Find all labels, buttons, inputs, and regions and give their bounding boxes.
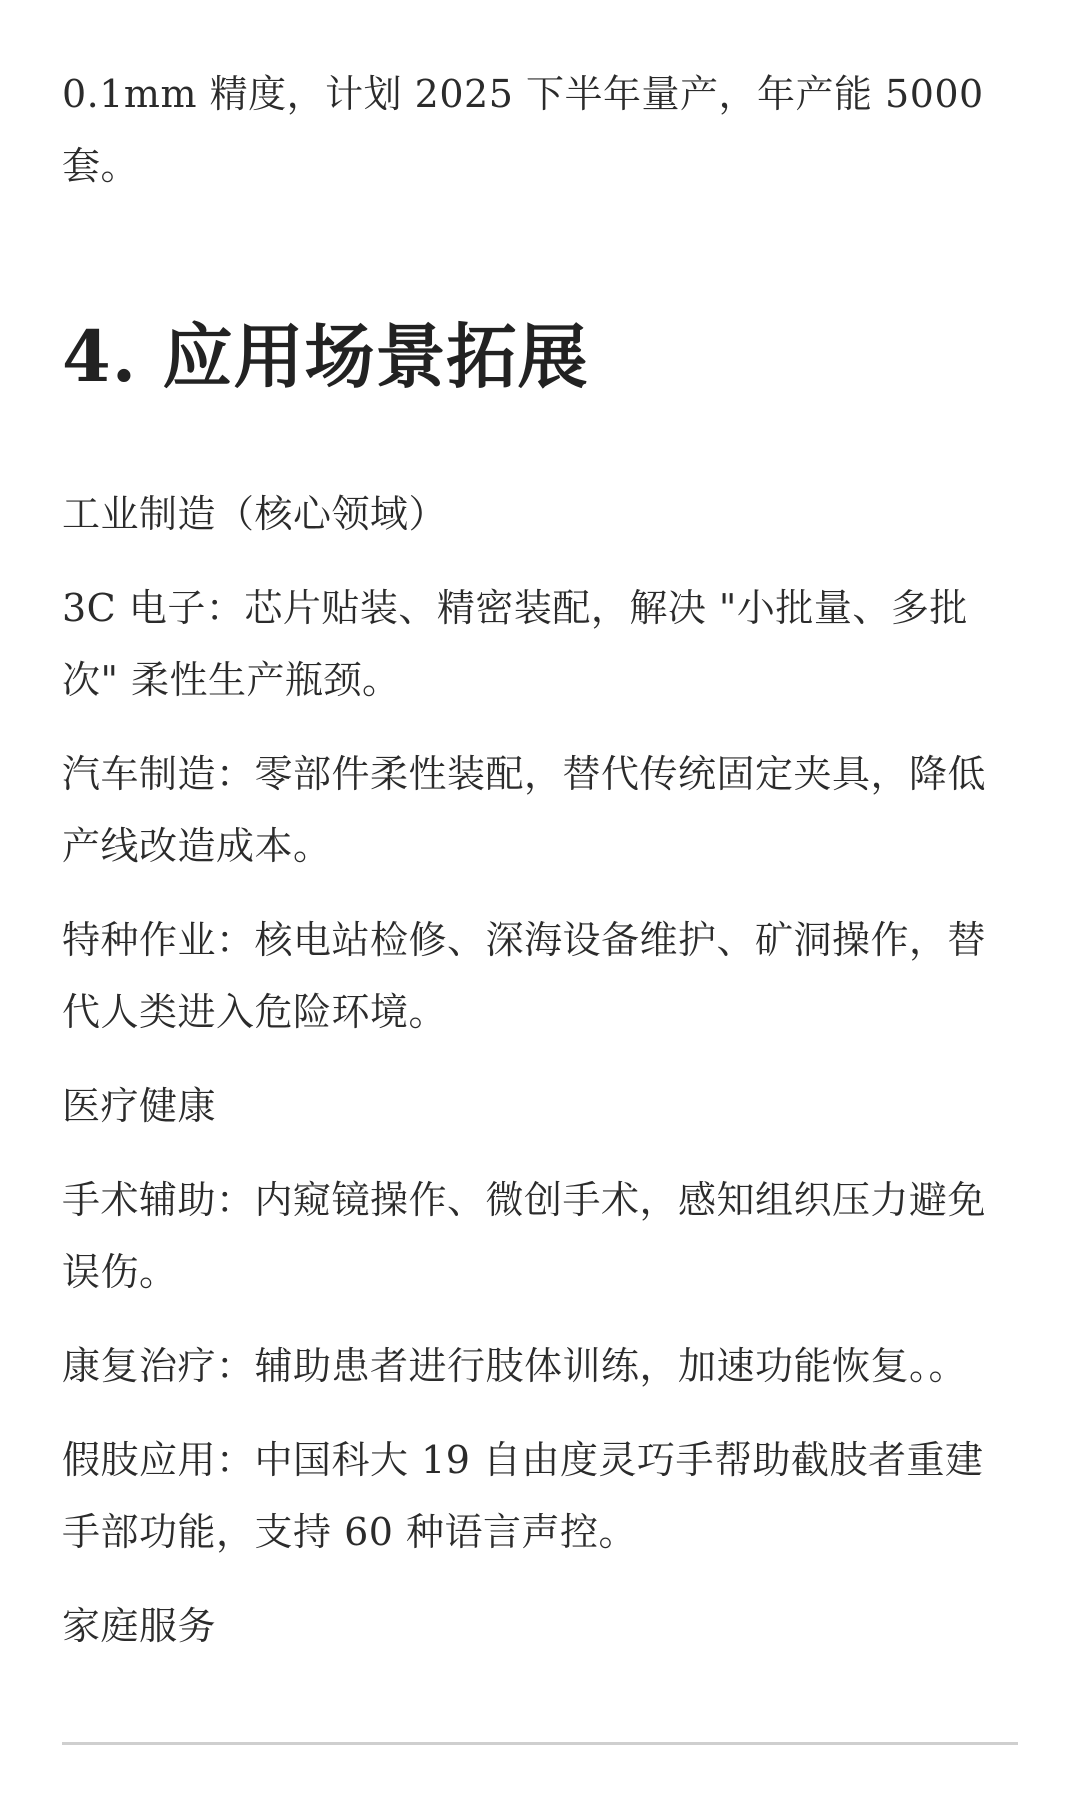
article-body — [62, 0, 1018, 1648]
paragraph-surgery-assist: 手术辅助：内窥镜操作、微创手术，感知组织压力避免误伤。 — [62, 1178, 987, 1294]
section-divider — [62, 1742, 1018, 1745]
subheading-medical: 医疗健康 — [62, 1084, 217, 1128]
subheading-home-service: 家庭服务 — [62, 1604, 217, 1648]
section-heading: 4. 应用场景拓展 — [62, 315, 589, 398]
paragraph-3c-electronics: 3C 电子：芯片贴装、精密装配，解决 "小批量、多批次" 柔性生产瓶颈。 — [62, 586, 968, 702]
paragraph-rehabilitation: 康复治疗：辅助患者进行肢体训练，加速功能恢复。。 — [62, 1344, 968, 1388]
paragraph-automotive: 汽车制造：零部件柔性装配，替代传统固定夹具，降低产线改造成本。 — [62, 752, 987, 868]
intro-paragraph-tail: 0.1mm 精度，计划 2025 下半年量产，年产能 5000 套。 — [62, 72, 984, 188]
section-content — [62, 478, 1018, 1684]
subheading-industrial: 工业制造（核心领域） — [62, 492, 448, 536]
paragraph-special-operations: 特种作业：核电站检修、深海设备维护、矿洞操作，替代人类进入危险环境。 — [62, 918, 987, 1034]
paragraph-prosthetics: 假肢应用：中国科大 19 自由度灵巧手帮助截肢者重建手部功能，支持 60 种语言声控。 — [62, 1438, 984, 1554]
